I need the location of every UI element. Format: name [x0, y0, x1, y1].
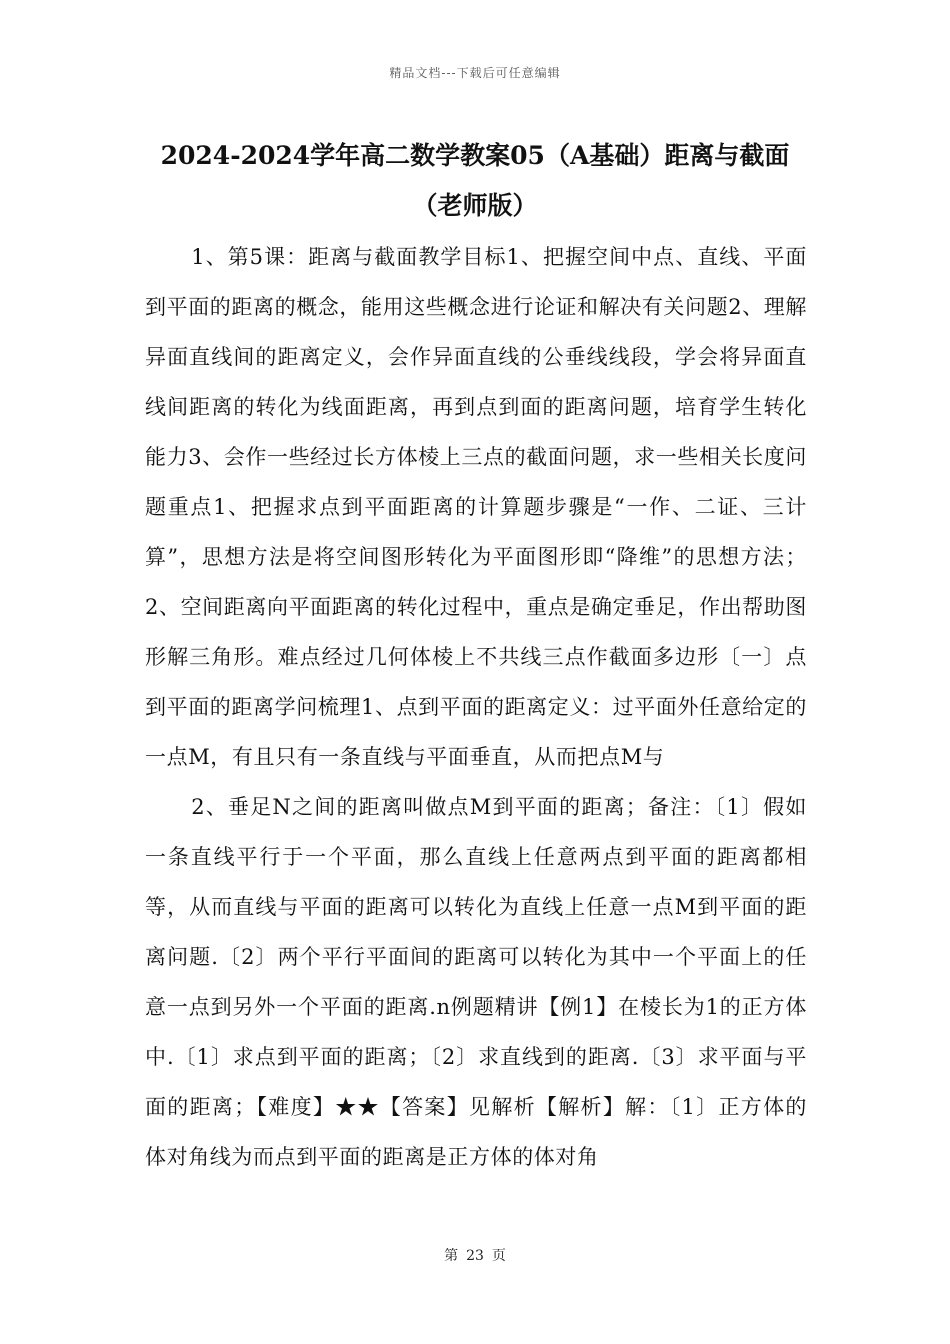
paragraph-2: 2、垂足N之间的距离叫做点M到平面的距离；备注：〔1〕假如一条直线平行于一个平面，那么直线上任意两点到平面的距离都相等，从而直线与平面的距离可以转化为直线上任意一点M到平面的距离问题.〔2〕两个平行平面间的距离可以转化为其中一个平面上的任意一点到另外一个平面的距离.n例题精讲【例1】在棱长为1的正方体中.〔1〕求点到平面的距离；〔2〕求直线到的距离.〔3〕求平面与平面的距离；【难度】★★【答案】见解析【解析】解：〔1〕正方体的体对角线为而点到平面的距离是正方体的体对角	[145, 795, 807, 1169]
page-label-prefix: 第	[444, 1248, 459, 1264]
page-label-suffix: 页	[491, 1248, 506, 1264]
document-title-line2: （老师版）	[412, 191, 538, 220]
paragraph-1: 1、第5课：距离与截面教学目标1、把握空间中点、直线、平面到平面的距离的概念，能用这些概念进行论证和解决有关问题2、理解异面直线间的距离定义，会作异面直线的公垂线线段，学会将异面直线间距离的转化为线面距离，再到点到面的距离问题，培育学生转化能力3、会作一些经过长方体棱上三点的截面问题，求一些相关长度问题重点1、把握求点到平面距离的计算题步骤是“一作、二证、三计算”，思想方法是将空间图形转化为平面图形即“降维”的思想方法；2、空间距离向平面距离的转化过程中，重点是确定垂足，作出帮助图形解三角形。难点经过几何体棱上不共线三点作截面多边形〔一〕点到平面的距离学问梳理1、点到平面的距离定义：过平面外任意给定的一点M，有且只有一条直线与平面垂直，从而把点M与	[145, 245, 807, 769]
document-title-line1: 2024-2024学年高二数学教案05（A基础）距离与截面	[160, 141, 790, 170]
document-body	[145, 232, 807, 1182]
page-number: 23	[466, 1248, 484, 1264]
header-note: 精品文档---下载后可任意编辑	[389, 66, 561, 80]
page-number-footer	[0, 1245, 950, 1265]
